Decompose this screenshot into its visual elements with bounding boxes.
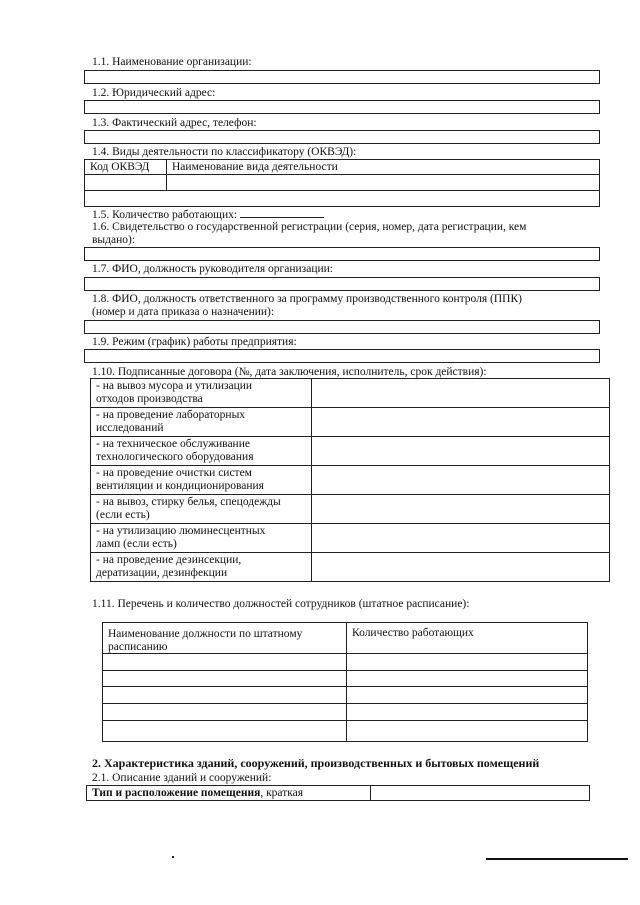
- employee-count-label: 1.5. Количество работающих:: [92, 209, 238, 221]
- section-1-9-label: 1.9. Режим (график) работы предприятия:: [92, 336, 297, 348]
- contract-value-cell[interactable]: [312, 437, 609, 464]
- staff-row-divider: [102, 720, 588, 721]
- buildings-table-col-divider: [370, 785, 371, 801]
- organization-name-field[interactable]: [84, 70, 600, 84]
- section-1-6-label-line1: 1.6. Свидетельство о государственной регистрации (серия, номер, дата регистрации, кем: [92, 221, 527, 233]
- contract-row-label-line2: ламп (если есть): [96, 538, 177, 550]
- contract-value-cell[interactable]: [312, 553, 609, 581]
- okved-table-row-divider: [84, 174, 600, 175]
- contract-row-label-line2: технологического оборудования: [96, 451, 254, 463]
- section-2-heading: 2. Характеристика зданий, сооружений, производственных и бытовых помещений: [92, 756, 540, 770]
- contract-row-label-line2: дератизации, дезинфекции: [96, 567, 228, 579]
- contract-value-cell[interactable]: [312, 466, 609, 493]
- contract-value-cell[interactable]: [312, 524, 609, 551]
- okved-table-row-divider: [84, 190, 600, 191]
- contract-row-label-line1: - на проведение дезинсекции,: [96, 554, 242, 566]
- registration-certificate-field[interactable]: [84, 247, 600, 261]
- contract-row-label-line2: (если есть): [96, 509, 150, 521]
- ppk-responsible-field[interactable]: [84, 320, 600, 334]
- scan-artifact-dot: [172, 856, 174, 858]
- staff-position-header-line2: расписанию: [108, 641, 168, 653]
- contract-row-label: [96, 467, 264, 493]
- contract-value-cell[interactable]: [312, 495, 609, 522]
- section-1-1-label: 1.1. Наименование организации:: [92, 56, 252, 68]
- section-1-4-label: 1.4. Виды деятельности по классификатору (ОКВЭД):: [92, 146, 357, 158]
- legal-address-field[interactable]: [84, 100, 600, 114]
- actual-address-field[interactable]: [84, 130, 600, 144]
- work-schedule-field[interactable]: [84, 349, 600, 363]
- contract-row-label: [96, 438, 254, 464]
- contract-row-label: [96, 409, 245, 435]
- contract-row-label: [96, 496, 281, 522]
- contract-row-label: [96, 554, 241, 580]
- section-2-1-label: 2.1. Описание зданий и сооружений:: [92, 772, 272, 784]
- contract-row-label-line1: - на вывоз мусора и утилизации: [96, 380, 253, 392]
- section-1-8-label-line2: (номер и дата приказа о назначении):: [92, 306, 275, 318]
- section-1-5-label: [92, 207, 324, 222]
- section-1-10-label: 1.10. Подписанные договора (№, дата заключения, исполнитель, срок действия):: [92, 366, 487, 378]
- staff-row-divider: [102, 670, 588, 671]
- section-1-8-label-line1: 1.8. ФИО, должность ответственного за программу производственного контроля (ППК): [92, 293, 522, 305]
- contract-row-label-line1: - на проведение лабораторных: [96, 409, 246, 421]
- section-1-6-label-line2: выдано):: [92, 234, 136, 246]
- contract-value-cell[interactable]: [312, 379, 609, 406]
- section-1-11-label: 1.11. Перечень и количество должностей сотрудников (штатное расписание):: [92, 598, 470, 610]
- building-type-header-bold: Тип и расположение помещения: [92, 787, 261, 799]
- section-1-3-label: 1.3. Фактический адрес, телефон:: [92, 117, 257, 129]
- contract-row-label-line2: отходов производства: [96, 393, 203, 405]
- contract-row-label-line1: - на проведение очистки систем: [96, 467, 252, 479]
- contract-row-label-line1: - на утилизацию люминесцентных: [96, 525, 266, 537]
- director-field[interactable]: [84, 277, 600, 291]
- contract-row-label-line1: - на техническое обслуживание: [96, 438, 250, 450]
- staff-table-col-divider: [346, 622, 347, 742]
- okved-code-header: Код ОКВЭД: [90, 161, 150, 173]
- staff-position-header-line1: Наименование должности по штатному: [108, 628, 303, 640]
- staff-position-header: [108, 628, 302, 654]
- employee-count-field[interactable]: [240, 207, 324, 218]
- scan-artifact-line: [486, 858, 628, 860]
- contract-row-label-line2: исследований: [96, 422, 164, 434]
- section-1-7-label: 1.7. ФИО, должность руководителя организации:: [92, 263, 333, 275]
- building-type-header: [92, 787, 303, 800]
- contract-row-label-line1: - на вывоз, стирку белья, спецодежды: [96, 496, 281, 508]
- contract-row-label: [96, 525, 265, 551]
- staff-row-divider: [102, 703, 588, 704]
- contract-row-label-line2: вентиляции и кондиционирования: [96, 480, 264, 492]
- contract-value-cell[interactable]: [312, 408, 609, 435]
- okved-table-col-divider: [166, 159, 167, 190]
- building-type-header-tail: , краткая: [260, 787, 304, 799]
- contract-row-label: [96, 380, 252, 406]
- staff-count-header: Количество работающих: [352, 627, 474, 639]
- staff-row-divider: [102, 686, 588, 687]
- okved-table: [84, 159, 600, 207]
- okved-name-header: Наименование вида деятельности: [172, 161, 338, 173]
- section-1-2-label: 1.2. Юридический адрес:: [92, 87, 216, 99]
